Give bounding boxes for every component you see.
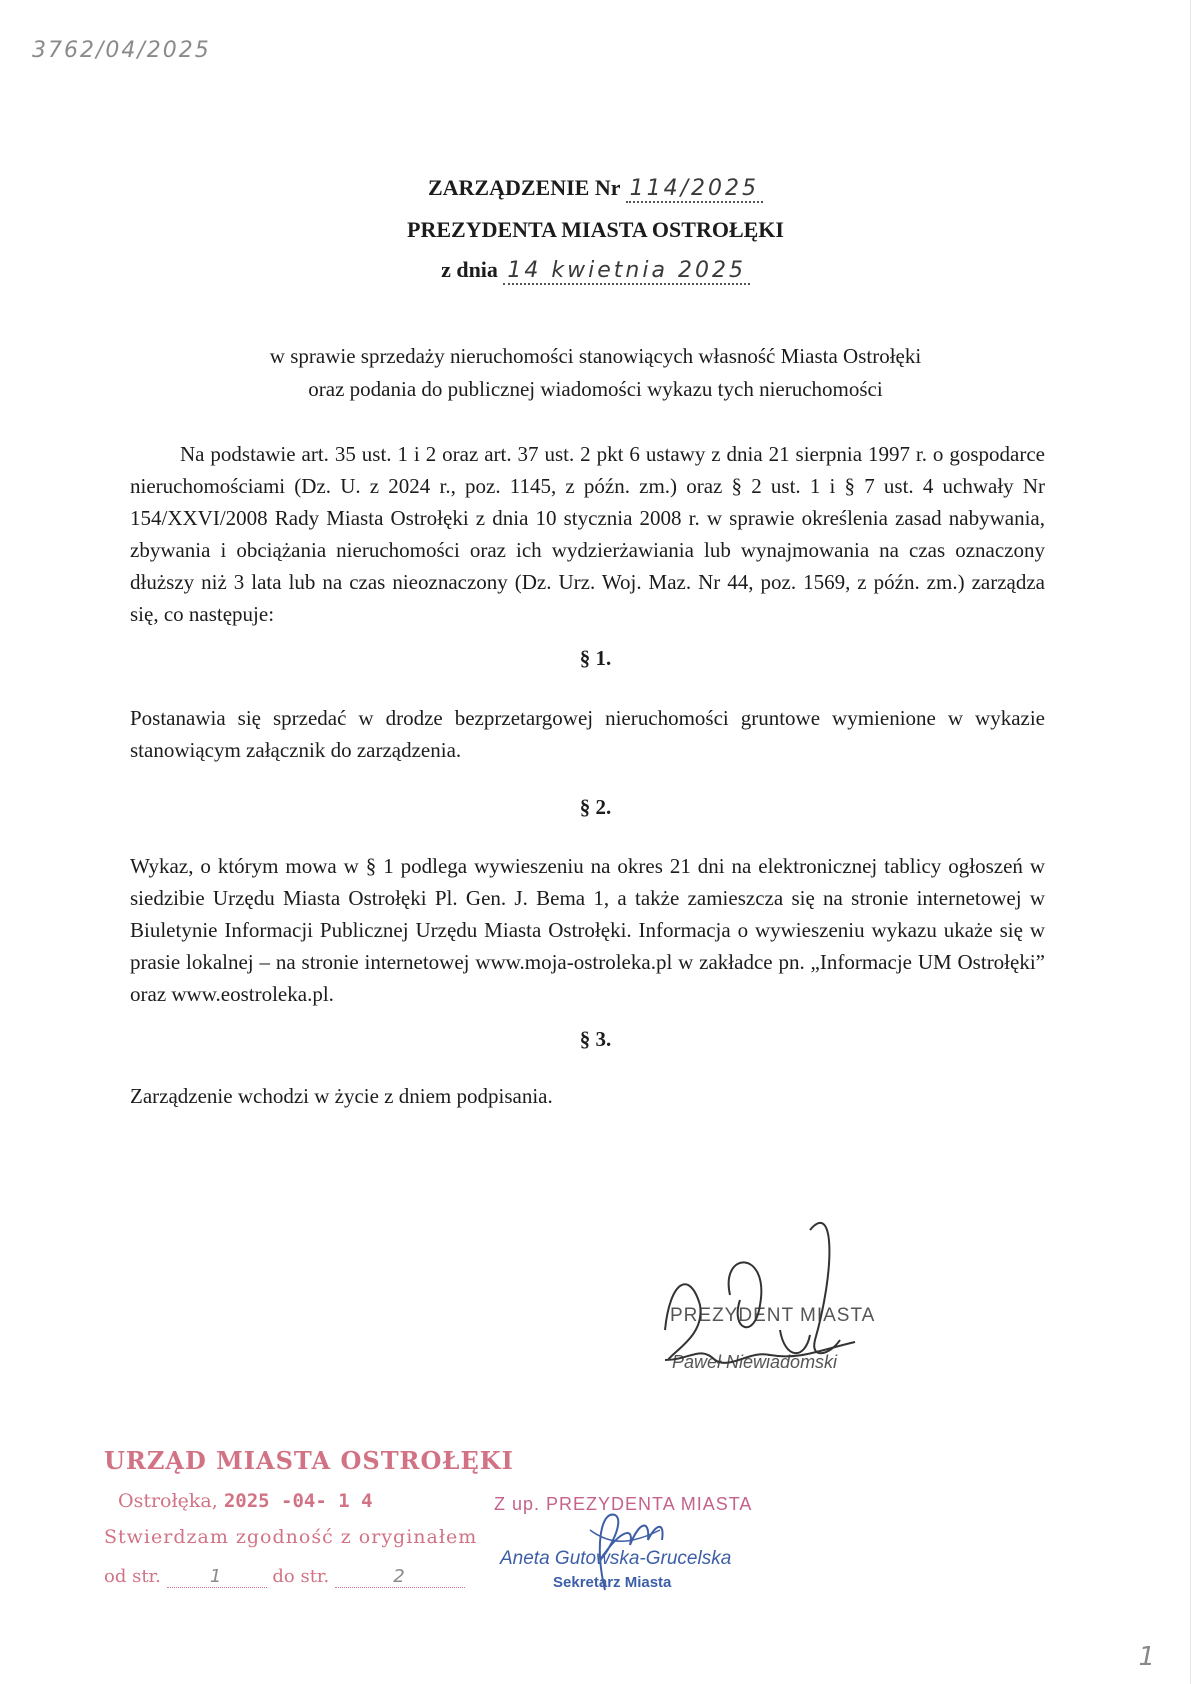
page-from-label: od str. bbox=[104, 1566, 161, 1587]
page-from-value: 1 bbox=[167, 1566, 267, 1588]
page-to-label: do str. bbox=[272, 1566, 330, 1587]
page-to-value: 2 bbox=[335, 1566, 465, 1588]
secretary-name: Aneta Gutowska-Grucelska bbox=[500, 1548, 732, 1569]
signature-title: PREZYDENT MIASTA bbox=[670, 1305, 876, 1326]
stamp-place: Ostrołęka, bbox=[118, 1490, 218, 1512]
page-number-handwritten: 1 bbox=[1138, 1642, 1155, 1672]
secretary-role: Sekretarz Miasta bbox=[553, 1574, 672, 1591]
stamp-page-range bbox=[104, 1566, 465, 1588]
stamp-place-date bbox=[118, 1490, 373, 1512]
stamp-certification-statement: Stwierdzam zgodność z oryginałem bbox=[104, 1526, 478, 1548]
section-3-heading: § 3. bbox=[579, 1027, 612, 1051]
section-3-text: Zarządzenie wchodzi w życie z dniem podpisania. bbox=[130, 1084, 553, 1108]
section-2-text: Wykaz, o którym mowa w § 1 podlega wywieszeniu na okres 21 dni na elektronicznej tablicy ogłoszeń w siedzibie Urzędu Miasta Ostrołęki Pl. Gen. J. Bema 1, a także zamieszcza się na stronie internetowej w Biuletynie Informacji Publicznej Urzędu Miasta Ostrołęki. Informacja o wywieszeniu wykazu ukaże się w prasie lokalnej – na stronie internetowej www.moja-ostroleka.pl w zakładce pn. „Informacje UM Ostrołęki” oraz www.eostroleka.pl. bbox=[130, 854, 1045, 1006]
secretary-authorization: Z up. PREZYDENTA MIASTA bbox=[494, 1494, 753, 1514]
section-1-text: Postanawia się sprzedać w drodze bezprzetargowej nieruchomości gruntowe wymienione w wykazie stanowiącym załącznik do zarządzenia. bbox=[130, 706, 1045, 762]
subject-line-1: w sprawie sprzedaży nieruchomości stanowiących własność Miasta Ostrołęki bbox=[269, 344, 922, 368]
stamp-office-name: URZĄD MIASTA OSTROŁĘKI bbox=[104, 1446, 514, 1475]
ordinance-subject bbox=[0, 340, 1191, 406]
ordinance-number-handwritten: 114/2025 bbox=[626, 176, 763, 203]
section-1-heading: § 1. bbox=[579, 646, 612, 670]
signature-name: Paweł Niewiadomski bbox=[672, 1352, 838, 1372]
issuer-title: PREZYDENTA MIASTA OSTROŁĘKI bbox=[407, 217, 784, 242]
legal-basis-paragraph: Na podstawie art. 35 ust. 1 i 2 oraz art. 37 ust. 2 pkt 6 ustawy z dnia 21 sierpnia 1997 r. o gospodarce nieruchomościami (Dz. U. z 2024 r., poz. 1145, z późn. zm.) oraz § 2 ust. 1 i § 7 ust. 4 uchwały Nr 154/XXVI/2008 Rady Miasta Ostrołęki z dnia 10 stycznia 2008 r. w sprawie określenia zasad nabywania, zbywania i obciążania nieruchomości oraz ich wydzierżawiania lub wynajmowania na czas oznaczony dłuższy niż 3 lata lub na czas nieoznaczony (Dz. Urz. Woj. Maz. Nr 44, poz. 1569, z późn. zm.) zarządza się, co następuje: bbox=[130, 442, 1045, 626]
secretary-signature bbox=[570, 1490, 690, 1610]
subject-line-2: oraz podania do publicznej wiadomości wykazu tych nieruchomości bbox=[308, 377, 883, 401]
mayor-signature-stamp bbox=[660, 1210, 920, 1390]
section-2-heading: § 2. bbox=[579, 795, 612, 819]
handwritten-signature bbox=[660, 1210, 920, 1390]
ordinance-number-label: ZARZĄDZENIE Nr bbox=[427, 175, 621, 200]
ordinance-number-line bbox=[0, 175, 1191, 203]
ordinance-date-handwritten: 14 kwietnia 2025 bbox=[503, 258, 750, 285]
ordinance-date-line bbox=[0, 257, 1191, 285]
stamp-date: 2025 -04- 1 4 bbox=[223, 1490, 373, 1512]
handwritten-registry-number: 3762/04/2025 bbox=[32, 38, 211, 63]
ordinance-date-label: z dnia bbox=[441, 257, 498, 282]
